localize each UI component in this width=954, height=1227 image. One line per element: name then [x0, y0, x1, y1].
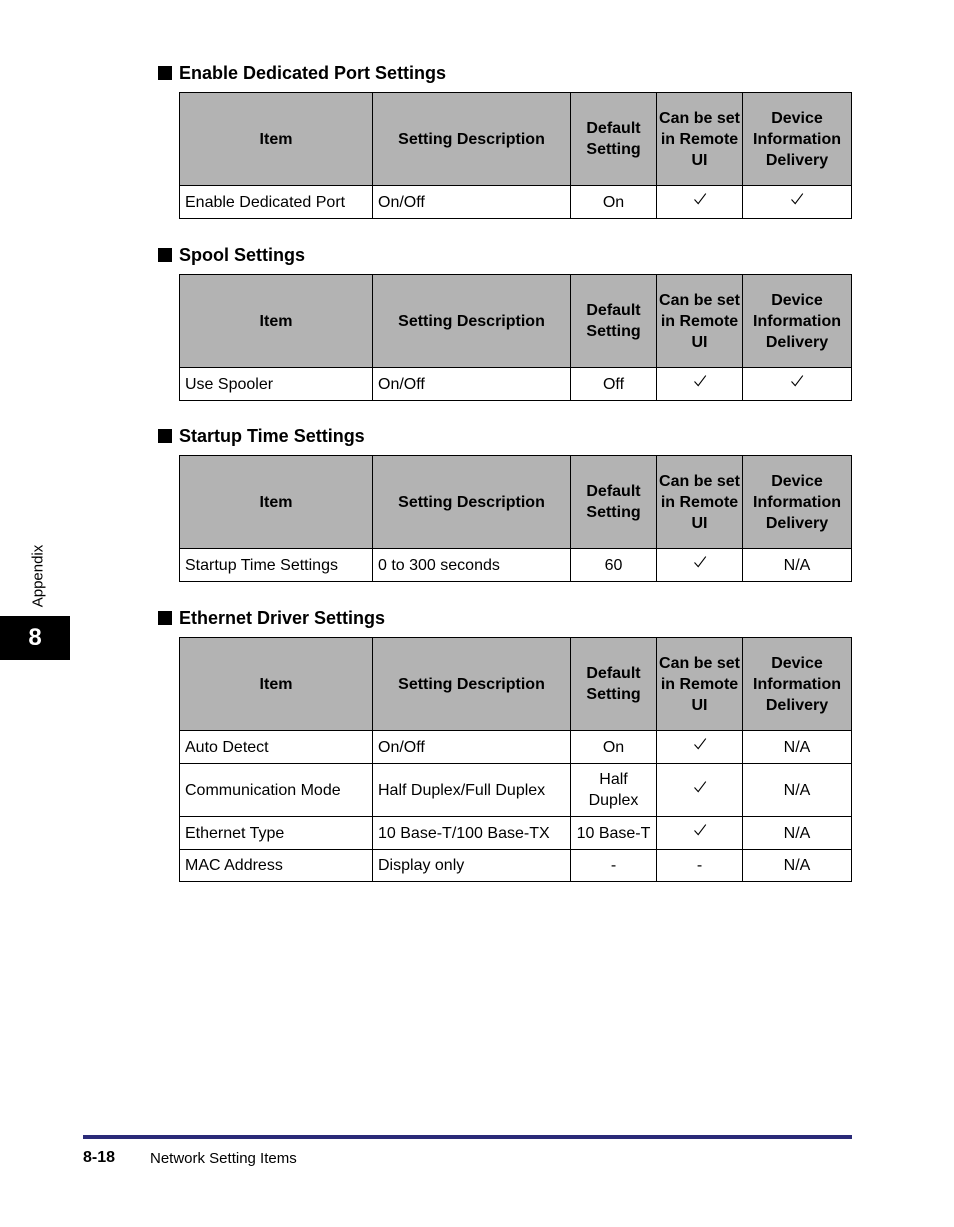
cell-device-info — [743, 368, 852, 401]
cell-default: Off — [571, 368, 657, 401]
cell-description: 10 Base-T/100 Base-TX — [373, 817, 571, 850]
col-header-default: Default Setting — [571, 275, 657, 368]
cell-item: Startup Time Settings — [180, 549, 373, 582]
cell-device-info — [743, 186, 852, 219]
cell-item: Auto Detect — [180, 731, 373, 764]
cell-default: - — [571, 850, 657, 882]
table-row — [180, 764, 852, 817]
col-header-remote-ui: Can be set in Remote UI — [657, 456, 743, 549]
square-bullet-icon — [158, 66, 172, 80]
table-header-row — [180, 93, 852, 186]
col-header-remote-ui: Can be set in Remote UI — [657, 638, 743, 731]
section-title — [158, 244, 852, 266]
cell-description: 0 to 300 seconds — [373, 549, 571, 582]
cell-device-info: N/A — [743, 731, 852, 764]
table-row — [180, 731, 852, 764]
cell-device-info: N/A — [743, 549, 852, 582]
cell-device-info: N/A — [743, 817, 852, 850]
cell-remote-ui — [657, 731, 743, 764]
table-header-row — [180, 456, 852, 549]
table-header-row — [180, 638, 852, 731]
col-header-description: Setting Description — [373, 638, 571, 731]
settings-table — [179, 637, 852, 882]
col-header-device-info: Device Information Delivery — [743, 638, 852, 731]
table-row — [180, 186, 852, 219]
cell-description: Display only — [373, 850, 571, 882]
section-title — [158, 607, 852, 629]
footer-title: Network Setting Items — [150, 1150, 297, 1167]
col-header-default: Default Setting — [571, 456, 657, 549]
cell-default: 60 — [571, 549, 657, 582]
page-number: 8-18 — [83, 1149, 116, 1166]
cell-default: Half Duplex — [571, 764, 657, 817]
cell-default: On — [571, 731, 657, 764]
col-header-description: Setting Description — [373, 93, 571, 186]
check-mark-icon — [692, 822, 708, 844]
table-row — [180, 817, 852, 850]
cell-default: On — [571, 186, 657, 219]
square-bullet-icon — [158, 611, 172, 625]
cell-device-info: N/A — [743, 764, 852, 817]
col-header-device-info: Device Information Delivery — [743, 93, 852, 186]
section-title-text: Enable Dedicated Port Settings — [179, 63, 447, 83]
footer-rule — [83, 1135, 852, 1139]
cell-remote-ui — [657, 764, 743, 817]
cell-remote-ui — [657, 817, 743, 850]
settings-table — [179, 455, 852, 582]
cell-description: On/Off — [373, 186, 571, 219]
check-mark-icon — [789, 373, 805, 395]
col-header-description: Setting Description — [373, 456, 571, 549]
table-header-row — [180, 275, 852, 368]
cell-device-info: N/A — [743, 850, 852, 882]
section-startup-time — [158, 425, 852, 582]
table-row — [180, 850, 852, 882]
cell-remote-ui: - — [657, 850, 743, 882]
cell-remote-ui — [657, 368, 743, 401]
check-mark-icon — [692, 373, 708, 395]
cell-description: On/Off — [373, 731, 571, 764]
table-row — [180, 368, 852, 401]
col-header-item: Item — [180, 275, 373, 368]
section-title — [158, 62, 852, 84]
check-mark-icon — [692, 191, 708, 213]
cell-description: On/Off — [373, 368, 571, 401]
cell-remote-ui — [657, 186, 743, 219]
section-title-text: Ethernet Driver Settings — [179, 608, 386, 628]
check-mark-icon — [692, 736, 708, 758]
col-header-description: Setting Description — [373, 275, 571, 368]
chapter-tab: 8 — [0, 616, 70, 660]
settings-table — [179, 274, 852, 401]
cell-remote-ui — [657, 549, 743, 582]
cell-item: Enable Dedicated Port — [180, 186, 373, 219]
section-title-text: Startup Time Settings — [179, 426, 365, 446]
cell-item: Communication Mode — [180, 764, 373, 817]
col-header-default: Default Setting — [571, 93, 657, 186]
square-bullet-icon — [158, 248, 172, 262]
cell-item: Ethernet Type — [180, 817, 373, 850]
check-mark-icon — [789, 191, 805, 213]
cell-item: Use Spooler — [180, 368, 373, 401]
section-title-text: Spool Settings — [179, 245, 305, 265]
col-header-remote-ui: Can be set in Remote UI — [657, 275, 743, 368]
col-header-item: Item — [180, 93, 373, 186]
col-header-item: Item — [180, 638, 373, 731]
cell-default: 10 Base-T — [571, 817, 657, 850]
check-mark-icon — [692, 554, 708, 576]
check-mark-icon — [692, 779, 708, 801]
settings-table — [179, 92, 852, 219]
section-ethernet-driver — [158, 607, 852, 882]
col-header-device-info: Device Information Delivery — [743, 456, 852, 549]
section-title — [158, 425, 852, 447]
col-header-remote-ui: Can be set in Remote UI — [657, 93, 743, 186]
chapter-side-label-text: Appendix — [29, 544, 47, 608]
col-header-device-info: Device Information Delivery — [743, 275, 852, 368]
col-header-item: Item — [180, 456, 373, 549]
cell-description: Half Duplex/Full Duplex — [373, 764, 571, 817]
section-enable-dedicated-port — [158, 62, 852, 219]
table-row — [180, 549, 852, 582]
square-bullet-icon — [158, 429, 172, 443]
section-spool — [158, 244, 852, 401]
cell-item: MAC Address — [180, 850, 373, 882]
col-header-default: Default Setting — [571, 638, 657, 731]
chapter-side-label — [28, 540, 48, 612]
